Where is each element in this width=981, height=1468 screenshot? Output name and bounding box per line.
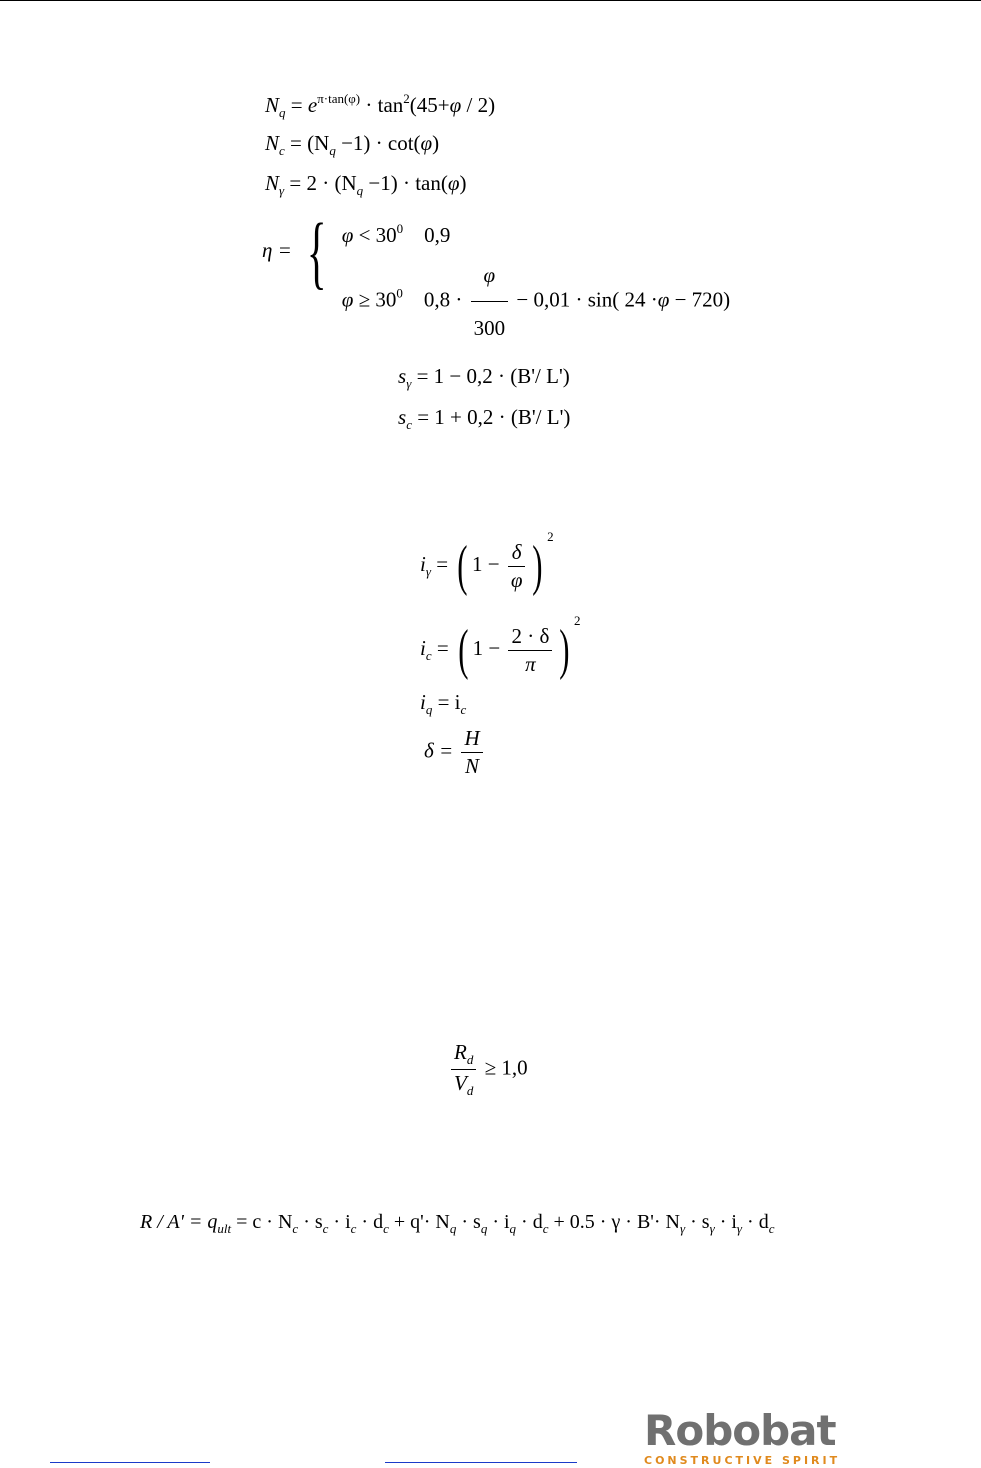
equation-sgamma: $s_\gamma = 1 - 0,2 \cdot (B'/$ L') [398,364,570,391]
ratio-fraction [451,1042,476,1097]
ratio-num: R [454,1040,467,1064]
delta-num: H [464,726,480,750]
logo-word: Robobat [644,1406,836,1455]
right-paren-icon: ) [532,535,543,598]
footer-link-middle[interactable] [385,1462,577,1463]
nq-symbol: N [265,93,280,117]
right-paren-icon: ) [559,619,570,682]
nq-exponent: π·tan(φ) [317,91,361,106]
nc-subscript: c [279,143,285,158]
left-paren-icon: ( [458,619,469,682]
qult-rhs-d: · d [361,1211,384,1233]
footer-link-left[interactable] [50,1462,210,1463]
eta-case1-cond: < 30 [358,223,397,247]
eta-case1-val: 0,9 [424,223,451,247]
eta-case-1: $\varphi < 30^0$ 0,9 [341,221,451,247]
eta-case2-val2: − 0,01 · sin( 24 · [516,287,658,312]
equation-ratio [448,1042,528,1097]
sgamma-rhs: = 1 − 0,2 · (B'/ L') [416,364,570,388]
equation-sc: $s_c = 1 + 0,2 \cdot (B'/$ L') [398,405,571,432]
igamma-fraction [508,539,526,592]
ngamma-rhs3: ) [459,171,467,195]
qult-rhs-b: · s [303,1211,323,1233]
nc-rhs2: −1) · cot( [341,131,421,155]
equation-eta [262,206,731,340]
equation-igamma: $i_\gamma$ = ( 1 − $\frac{\delta}{\varphi}$ ) $^2$ [420,529,554,598]
qult-subscript: ult [217,1221,232,1236]
eta-case2-cond: ≥ 30 [358,287,397,312]
ngamma-symbol: N [265,171,280,195]
equation-qult: $R / A' = q_{ult} = c \cdot N_c \cdot s_c \cdot i_c \cdot d_c + q'\cdot N_q \cdot s_q \cdot i_q \cdot d_c + 0.5 \cdot \gamma \cdot B'\cdot N_\gamma \cdot s_\gamma \cdot i_\gamma \cdot d_c$ [140,1211,775,1236]
ngamma-rhs: = 2 · (N [289,171,357,195]
delta-lhs: δ = [424,738,454,763]
ic-den: π [525,651,536,676]
iq-rhs: = i [437,690,461,714]
equation-iq: $i_q = i_c$ [420,690,467,717]
nc-rhs: = (N [290,131,330,155]
nq-tan: · tan [365,93,404,117]
eta-case2-val1: 0,8 · [423,287,463,312]
equation-delta [424,728,486,777]
qult-rhs-c: · i [333,1211,351,1233]
igamma-num: δ [511,539,522,564]
sc-rhs: = 1 + 0,2 · (B'/ L') [417,405,571,429]
eta-lhs: η = [262,237,292,262]
eta-fraction [471,252,509,351]
logo-tagline: CONSTRUCTIVE SPIRIT [644,1454,841,1467]
qult-lhs: R / A' = q [140,1211,218,1233]
brace-icon: { [306,206,327,297]
equation-nc: $N_c = (N_q -1) \cdot \cot(\varphi)$ [265,131,440,158]
equation-ic: $i_c$ = ( 1 − $\frac{2 \cdot \delta}{\pi}$ ) $^2$ [420,613,581,682]
eta-case2-val3: − 720) [674,287,731,312]
left-paren-icon: ( [457,535,468,598]
eta-frac-den: 300 [473,316,506,340]
robobat-logo [644,1406,850,1467]
qult-rhs-f: + 0.5 · γ · B'· N [553,1211,680,1233]
equation-nq: $N_q = e^{\pi\cdot tan(\varphi)} \cdot \tan^2(45+\varphi / 2)$ [265,91,496,120]
nc-symbol: N [265,131,280,155]
eta-cases [341,206,731,340]
ratio-num-sub: d [466,1052,474,1067]
nc-rhs3: ) [432,131,440,155]
delta-fraction [461,728,482,777]
ic-fraction [508,623,552,676]
ratio-den: V [454,1071,467,1095]
qult-rhs-e: + q'· N [393,1211,450,1233]
equation-ngamma: $N_\gamma = 2 \cdot (N_q -1) \cdot \tan(\varphi)$ [265,171,467,198]
nq-subscript: q [279,105,286,120]
eta-frac-num: φ [483,263,496,287]
nq-arg-end: / 2) [466,93,496,117]
ic-num: 2 · δ [511,623,550,648]
ratio-den-sub: d [466,1083,474,1098]
ngamma-subscript: γ [279,183,285,198]
eta-case-2: $\varphi \ge 30^0$ 0,8 · $\frac{\varphi}{300}$ − 0,01 · sin( 24 ·φ − 720) [342,252,730,298]
qult-rhs-a: = c · N [236,1211,293,1233]
top-rule [0,0,981,1]
igamma-den: φ [510,567,523,592]
delta-den: N [465,754,480,778]
ngamma-rhs2: −1) · tan( [368,171,448,195]
nq-arg: (45+ [409,93,450,117]
ratio-rhs: ≥ 1,0 [484,1055,528,1080]
